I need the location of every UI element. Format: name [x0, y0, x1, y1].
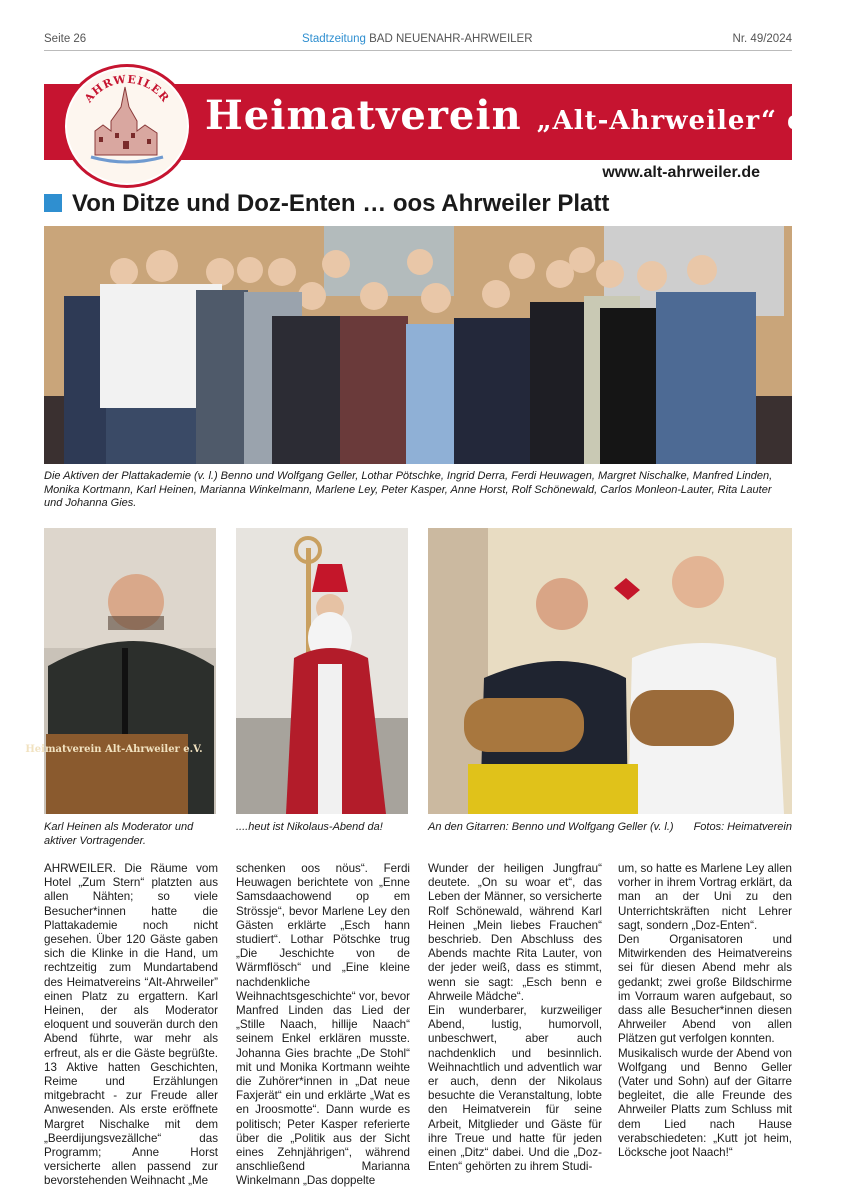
moderator-photo — [25, 528, 216, 814]
moderator-caption: Karl Heinen als Moderator und aktiver Vortragender. — [44, 821, 194, 847]
article-column-3: Wunder der heiligen Jungfrau“ deutete. „On su woar et“, das Leben der Männer, so versicherte Rolf Schönewald, während Karl Heinen „Mein liebes Frauchen“ beschrieb. Den Abschluss des Abends machte Rita Lauter, von der jeder weiß, dass es stimmt, wenn sie sagt: „Esch benn e Ahrweile Mädche“. Ein wunderbarer, kurzweiliger Abend, lustig, humorvoll, unbeschwert, aber auch nachdenklich und besinnlich. Weihnachtlich und adventlich war er auch, denn der Nikolaus besuchte die Veranstaltung, lobte den Heimatverein für seine Arbeit, Mitglieder und Gäste für ihre Treue und hatte für jeden einen „Ditz“ dabei. Und die „Doz-Enten“ gehörten zu ihrem Studi- — [428, 862, 602, 1174]
issue-number: Nr. 49/2024 — [732, 33, 792, 45]
guitarists-caption: An den Gitarren: Benno und Wolfgang Geller (v. l.) — [428, 821, 674, 833]
article-headline — [44, 190, 609, 218]
club-subtitle: „Alt-Ahrweiler“ e.V. — [536, 106, 841, 136]
headline-text: Von Ditze und Doz-Enten … oos Ahrweiler Platt — [72, 190, 610, 217]
lectern-text: Heimatverein Alt-Ahrweiler e.V. — [25, 744, 203, 755]
page-number: Seite 26 — [44, 33, 87, 45]
headline-square-icon — [44, 194, 62, 212]
club-name: Heimatverein — [205, 92, 522, 139]
header-rule — [44, 50, 792, 51]
nikolaus-caption: ....heut ist Nikolaus-Abend da! — [236, 821, 383, 833]
group-photo — [44, 226, 792, 464]
newspaper-city: BAD NEUENAHR-AHRWEILER — [369, 33, 533, 45]
group-photo-caption: Die Aktiven der Plattakademie (v. l.) Benno und Wolfgang Geller, Lothar Pötschke, Ingrid Derra, Ferdi Heuwagen, Margret Nischalke, Manfred Linden, Monika Kortmann, Karl Heinen, Marianna Winkelmann, Marlene Ley, Peter Kasper, Anne Horst, Rolf Schönewald, Carlos Monleon-Lauter, Rita Lauter und Johanna Gies. — [44, 470, 773, 509]
article-column-2: schenken oos nöus“. Ferdi Heuwagen berichtete von „Enne Samsdaachowend op em Strössje“, bevor Marlene Ley den Gästen erklärte „Esch hann studiert“. Lothar Pötschke trug „Die Jeschichte von de Wärmflösch“ und „Eine kleine nachdenkliche Weihnachtsgeschichte“ vor, bevor Manfred Linden das Lied der „Stille Naach, hillije Naach“ seinem Enkel erklären musste. Johanna Gies brachte „De Stohl“ mit und Monika Kortmann weihte die Zuhörer*innen in „Dat neue Faxjerät“ ein und erklärte „Wat es en Jroosmotte“. Dann wurde es politisch; Peter Kasper referierte über die „Politik aus der Sicht eines Zehnjährigen“, während anschließend Marianna Winkelmann „Das doppelte — [236, 862, 410, 1188]
club-logo — [62, 64, 192, 188]
club-banner-title — [205, 92, 841, 139]
newspaper-brand: Stadtzeitung — [302, 33, 366, 45]
guitarists-photo — [428, 528, 792, 814]
club-website[interactable]: www.alt-ahrweiler.de — [602, 164, 760, 181]
newspaper-name — [302, 33, 533, 45]
article-column-1: AHRWEILER. Die Räume vom Hotel „Zum Stern“ platzten aus allen Nähten; so viele Besucher*innen hatte die Plattakademie noch nicht gesehen. Über 120 Gäste gaben sich die Klinke in die Hand, um rechtzeitig zum Mundartabend des Heimatvereins “Alt-Ahrweiler” einen Platz zu ergattern. Karl Heinen, der als Moderator eloquent und souverän durch den Abend führte, war mehr als erfreut, als er die Gäste begrüßte. 13 Aktive hatten Geschichten, Reime und Erzählungen mitgebracht - zur Freude aller Anwesenden. Als erste eröffnete Margret Nischalke mit dem „Beerdijungsvezällche“ das Programm; Anne Horst versicherte allen passend zur bevorstehenden Weihnacht „Me — [44, 862, 218, 1188]
logo-text: AHRWEILER — [81, 72, 173, 106]
article-column-4: um, so hatte es Marlene Ley allen vorher in ihrem Vortrag erklärt, da man an der Uni zu den Unterrichtskräften nicht Lehrer sagt, sondern „Doz-Enten“. Den Organisatoren und Mitwirkenden des Heimatvereins sei für diesen Abend mehr als gedankt; zwei große Bildschirme im Vorraum waren aufgebaut, so dass alle Besucher*innen diesen Ahrweiler Abend von allen Plätzen gut verfolgen konnten. Musikalisch wurde der Abend von Wolfgang und Benno Geller (Vater und Sohn) auf der Gitarre begleitet, die alle Freunde des Ahrweiler Platts zum Schluss mit dem Lied nach Hause verabschiedeten: „Kutt jot heim, Löcksche joot Naach!“ — [618, 862, 793, 1160]
nikolaus-photo — [236, 528, 408, 814]
photo-credit: Fotos: Heimatverein — [693, 821, 792, 833]
